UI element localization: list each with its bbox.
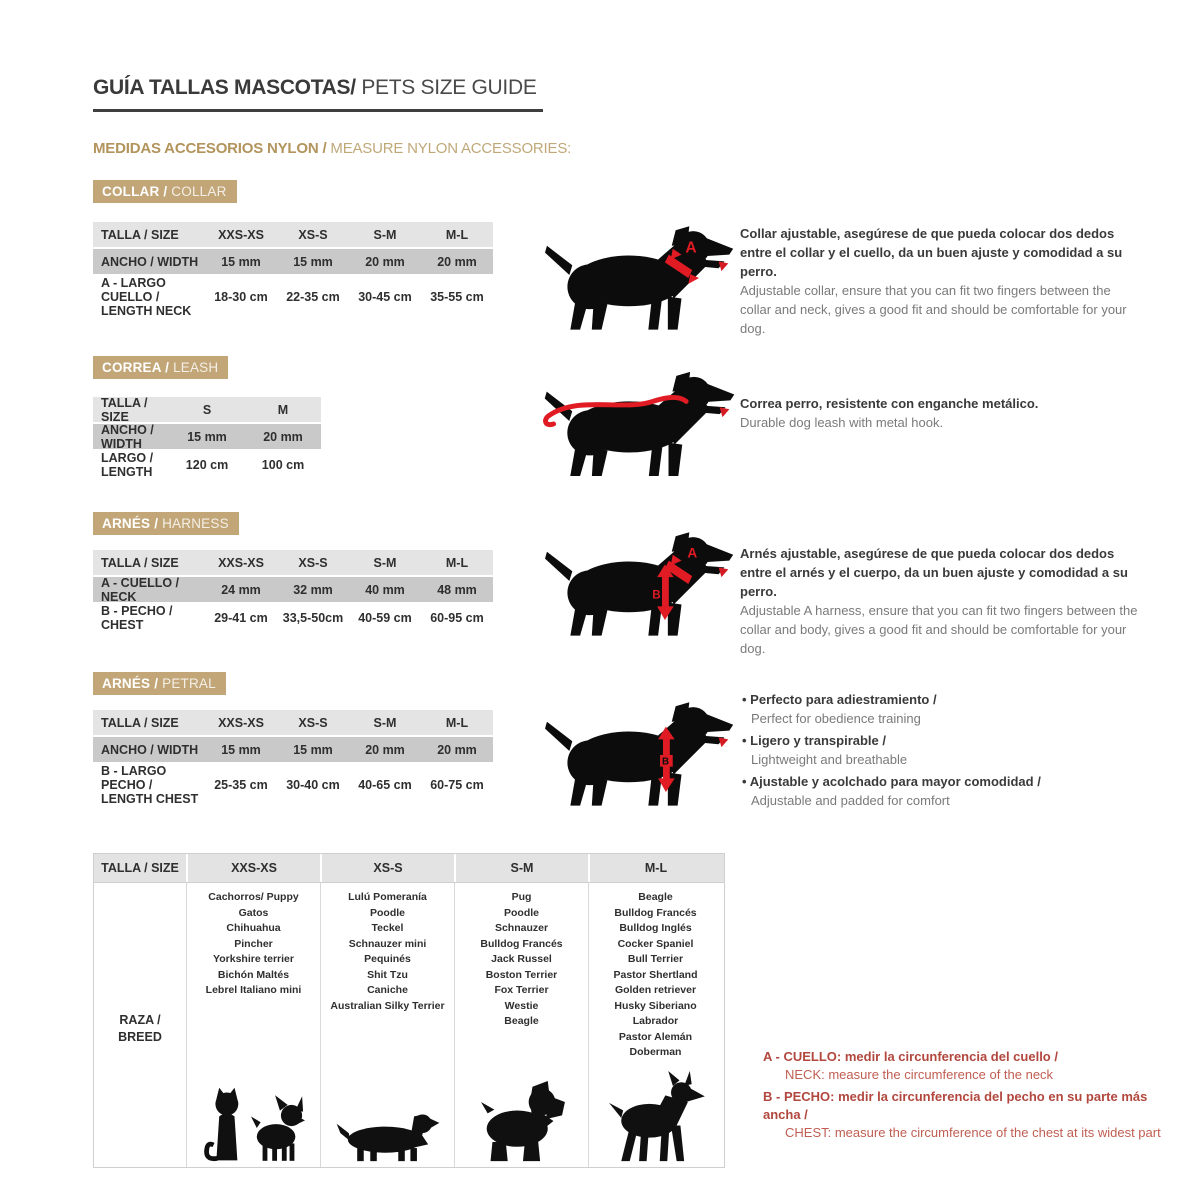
value-cell: 15 mm bbox=[293, 742, 333, 757]
breed-item: Jack Russel bbox=[491, 953, 552, 965]
table-row bbox=[93, 276, 493, 318]
value-cell: 33,5-50cm bbox=[282, 611, 344, 625]
schnauzer-silhouette-icon bbox=[478, 1081, 566, 1163]
badge-label-es: COLLAR / bbox=[102, 184, 172, 199]
value-cell: 60-95 cm bbox=[430, 611, 484, 625]
value-cell: 29-41 cm bbox=[214, 611, 268, 625]
collar-section-badge bbox=[93, 180, 237, 203]
feature-es: • Ajustable y acolchado para mayor comodidad / bbox=[742, 772, 1152, 791]
value-cell: 48 mm bbox=[437, 582, 477, 597]
breed-list bbox=[187, 890, 320, 999]
doberman-silhouette-icon bbox=[606, 1071, 706, 1163]
dog-collar-illustration-icon bbox=[545, 222, 740, 332]
svg-text:B: B bbox=[662, 756, 670, 768]
note-a-neck bbox=[763, 1048, 1188, 1084]
breed-item: Bulldog Inglés bbox=[619, 922, 692, 934]
breed-item: Pug bbox=[511, 891, 532, 903]
svg-text:B: B bbox=[652, 588, 661, 602]
leash-section-badge bbox=[93, 356, 228, 379]
value-cell: 24 mm bbox=[221, 582, 261, 597]
row-label-cell: B - LARGO PECHO / LENGTH CHEST bbox=[101, 764, 199, 806]
row-label-cell: B - PECHO / CHEST bbox=[101, 604, 173, 632]
value-cell: 60-75 cm bbox=[430, 778, 484, 792]
breed-item: Australian Silky Terrier bbox=[330, 999, 445, 1012]
breed-item: Teckel bbox=[371, 922, 404, 934]
svg-text:A: A bbox=[685, 239, 697, 257]
silhouette-group bbox=[589, 1071, 722, 1163]
badge-label-es: ARNÉS / bbox=[102, 516, 163, 531]
badge-label-es: CORREA / bbox=[102, 360, 174, 375]
dachshund-silhouette-icon bbox=[336, 1107, 440, 1163]
header-cell: S-M bbox=[454, 854, 588, 882]
harness-section-badge bbox=[93, 512, 239, 535]
breed-item: Gatos bbox=[238, 906, 269, 919]
header-cell: S bbox=[202, 402, 212, 417]
breed-item: Pastor Alemán bbox=[618, 1030, 693, 1043]
breed-item: Caniche bbox=[367, 984, 408, 996]
breed-column-xs-s bbox=[320, 883, 454, 1167]
row-label-cell: ANCHO / WIDTH bbox=[101, 254, 199, 269]
feature-en: Adjustable and padded for comfort bbox=[751, 793, 950, 808]
page-title-en: PETS SIZE GUIDE bbox=[355, 76, 537, 99]
header-cell: TALLA / SIZE bbox=[101, 715, 179, 730]
value-cell: 30-45 cm bbox=[358, 290, 412, 304]
breed-item: Golden retriever bbox=[614, 984, 697, 996]
table-header-row bbox=[93, 550, 493, 575]
header-cell: XXS-XS bbox=[218, 555, 264, 570]
measuring-notes bbox=[763, 1048, 1188, 1146]
breed-table-body bbox=[94, 883, 724, 1167]
header-cell: XXS-XS bbox=[218, 715, 264, 730]
breed-item: Schnauzer mini bbox=[348, 937, 427, 950]
table-row bbox=[93, 604, 493, 632]
dog-petral-illustration-icon bbox=[545, 698, 740, 808]
breed-item: Cachorros/ Puppy bbox=[208, 891, 299, 903]
table-row bbox=[93, 737, 493, 762]
value-cell: 40-65 cm bbox=[358, 778, 412, 792]
value-cell: 18-30 cm bbox=[214, 290, 268, 304]
value-cell: 32 mm bbox=[293, 582, 333, 597]
petral-size-table bbox=[93, 710, 493, 808]
breed-item: Lulú Pomeranía bbox=[348, 891, 427, 903]
value-cell: 22-35 cm bbox=[286, 290, 340, 304]
harness-desc-en: Adjustable A harness, ensure that you can fit two fingers between the collar and body, gives a good fit and should be comfortable for your dog. bbox=[740, 603, 1138, 656]
breed-item: Pequinés bbox=[364, 953, 411, 965]
breed-list bbox=[455, 890, 588, 1030]
header-cell: S-M bbox=[373, 227, 397, 242]
leash-description bbox=[740, 394, 1142, 432]
value-cell: 25-35 cm bbox=[214, 778, 268, 792]
row-label-cell: A - LARGO CUELLO / LENGTH NECK bbox=[101, 276, 192, 318]
leash-size-table bbox=[93, 397, 321, 481]
breed-item: Fox Terrier bbox=[494, 984, 549, 996]
badge-label-en: LEASH bbox=[173, 360, 219, 375]
feature-en: Lightweight and breathable bbox=[751, 752, 908, 767]
badge-label-en: COLLAR bbox=[171, 184, 227, 199]
row-label-cell: LARGO / LENGTH bbox=[101, 451, 154, 479]
header-cell: XS-S bbox=[298, 227, 328, 242]
page-title bbox=[93, 76, 543, 112]
breed-column-s-m bbox=[454, 883, 588, 1167]
breed-item: Shit Tzu bbox=[367, 968, 408, 981]
table-row bbox=[93, 577, 493, 602]
header-cell: XS-S bbox=[298, 715, 328, 730]
page-subtitle bbox=[93, 140, 571, 157]
note-en: NECK: measure the circumference of the neck bbox=[785, 1067, 1054, 1082]
petral-section-badge bbox=[93, 672, 226, 695]
feature-en: Perfect for obedience training bbox=[751, 711, 921, 726]
breed-table-header bbox=[94, 854, 724, 883]
silhouette-group bbox=[187, 1087, 320, 1163]
header-cell: S-M bbox=[373, 555, 397, 570]
value-cell: 40 mm bbox=[365, 582, 405, 597]
table-row bbox=[93, 764, 493, 806]
breed-item: Westie bbox=[504, 999, 539, 1012]
value-cell: 40-59 cm bbox=[358, 611, 412, 625]
cat-silhouette-icon bbox=[203, 1087, 245, 1163]
harness-size-table bbox=[93, 550, 493, 634]
collar-size-table bbox=[93, 222, 493, 320]
breed-item: Doberman bbox=[629, 1046, 682, 1058]
table-header-row bbox=[93, 397, 321, 422]
breed-item: Yorkshire terrier bbox=[213, 953, 294, 965]
breed-column-xxs-xs bbox=[186, 883, 320, 1167]
feature-es: • Ligero y transpirable / bbox=[742, 731, 1152, 750]
breed-item: Beagle bbox=[638, 891, 673, 903]
page-subtitle-en: MEASURE NYLON ACCESSORIES: bbox=[326, 140, 572, 157]
table-row bbox=[93, 249, 493, 274]
badge-label-en: HARNESS bbox=[162, 516, 229, 531]
value-cell: 100 cm bbox=[261, 458, 305, 472]
row-label-line: RAZA / bbox=[119, 1012, 161, 1027]
value-cell: 30-40 cm bbox=[286, 778, 340, 792]
dog-harness-illustration-icon bbox=[545, 528, 740, 638]
table-row bbox=[93, 424, 321, 449]
breed-item: Bulldog Francés bbox=[614, 906, 697, 919]
value-cell: 15 mm bbox=[221, 254, 261, 269]
value-cell: 15 mm bbox=[187, 429, 227, 444]
row-label-line: BREED bbox=[118, 1029, 162, 1044]
badge-label-es: ARNÉS / bbox=[102, 676, 163, 691]
badge-label-en: PETRAL bbox=[162, 676, 216, 691]
value-cell: 15 mm bbox=[293, 254, 333, 269]
petral-feature-list bbox=[742, 690, 1152, 813]
page-title-es: GUÍA TALLAS MASCOTAS/ bbox=[93, 76, 356, 99]
breed-item: Lebrel Italiano mini bbox=[205, 984, 302, 996]
note-b-chest bbox=[763, 1088, 1188, 1142]
harness-description bbox=[740, 544, 1142, 658]
header-cell: XXS-XS bbox=[218, 227, 264, 242]
value-cell: 20 mm bbox=[263, 429, 303, 444]
note-es: B - PECHO: medir la circunferencia del pecho en su parte más ancha / bbox=[763, 1089, 1148, 1122]
table-row bbox=[93, 451, 321, 479]
header-cell: XS-S bbox=[320, 854, 454, 882]
value-cell: 20 mm bbox=[365, 742, 405, 757]
header-cell: M-L bbox=[445, 555, 469, 570]
leash-desc-es: Correa perro, resistente con enganche metálico. bbox=[740, 396, 1039, 411]
leash-desc-en: Durable dog leash with metal hook. bbox=[740, 415, 944, 430]
collar-description bbox=[740, 224, 1142, 338]
breed-item: Pastor Shertland bbox=[613, 968, 698, 981]
silhouette-group bbox=[321, 1107, 454, 1163]
breed-list bbox=[321, 890, 454, 1014]
breed-item: Bichón Maltés bbox=[217, 968, 290, 981]
feature-item bbox=[742, 772, 1152, 810]
breed-column-m-l bbox=[588, 883, 722, 1167]
breed-item: Boston Terrier bbox=[485, 968, 558, 981]
breed-item: Beagle bbox=[504, 1015, 539, 1027]
breed-item: Bulldog Francés bbox=[480, 937, 563, 950]
feature-item bbox=[742, 690, 1152, 728]
breed-item: Bull Terrier bbox=[627, 953, 684, 965]
value-cell: 20 mm bbox=[365, 254, 405, 269]
note-es: A - CUELLO: medir la circunferencia del cuello / bbox=[763, 1049, 1058, 1064]
breed-item: Labrador bbox=[632, 1015, 679, 1027]
breed-item: Cocker Spaniel bbox=[617, 937, 694, 950]
row-label-cell: ANCHO / WIDTH bbox=[101, 742, 199, 757]
value-cell: 15 mm bbox=[221, 742, 261, 757]
header-cell: M-L bbox=[445, 227, 469, 242]
header-cell: XXS-XS bbox=[186, 854, 320, 882]
chihuahua-silhouette-icon bbox=[251, 1095, 305, 1163]
header-cell: TALLA / SIZE bbox=[101, 861, 179, 875]
collar-desc-es: Collar ajustable, asegúrese de que pueda colocar dos dedos entre el collar y el cuello, da un buen ajuste y comodidad a su perro. bbox=[740, 226, 1123, 279]
header-cell: S-M bbox=[373, 715, 397, 730]
breed-item: Poodle bbox=[503, 906, 539, 919]
breed-row-label bbox=[94, 883, 186, 1167]
table-header-row bbox=[93, 710, 493, 735]
note-en: CHEST: measure the circumference of the chest at its widest part bbox=[785, 1125, 1161, 1140]
header-cell: TALLA / SIZE bbox=[101, 555, 179, 570]
breed-size-table bbox=[93, 853, 725, 1168]
dog-leash-illustration-icon bbox=[538, 368, 743, 478]
silhouette-group bbox=[455, 1081, 588, 1163]
breed-item: Pincher bbox=[234, 937, 273, 950]
header-cell: XS-S bbox=[298, 555, 328, 570]
breed-item: Poodle bbox=[369, 906, 405, 919]
breed-item: Schnauzer bbox=[494, 922, 549, 934]
header-cell: M bbox=[277, 402, 289, 417]
harness-desc-es: Arnés ajustable, asegúrese de que pueda colocar dos dedos entre el arnés y el cuerpo, da un buen ajuste y comodidad a su perro. bbox=[740, 546, 1128, 599]
breed-item: Husky Siberiano bbox=[614, 999, 697, 1012]
breed-item: Chihuahua bbox=[226, 922, 281, 934]
collar-desc-en: Adjustable collar, ensure that you can fit two fingers between the collar and neck, gives a good fit and should be comfortable for your dog. bbox=[740, 283, 1127, 336]
petral-measure-mark-b bbox=[658, 727, 675, 792]
table-header-row bbox=[93, 222, 493, 247]
header-cell: M-L bbox=[445, 715, 469, 730]
row-label-cell: A - CUELLO / NECK bbox=[101, 575, 180, 604]
feature-item bbox=[742, 731, 1152, 769]
value-cell: 20 mm bbox=[437, 254, 477, 269]
value-cell: 35-55 cm bbox=[430, 290, 484, 304]
feature-es: • Perfecto para adiestramiento / bbox=[742, 690, 1152, 709]
breed-list bbox=[589, 890, 722, 1061]
page-subtitle-es: MEDIDAS ACCESORIOS NYLON / bbox=[93, 140, 327, 157]
value-cell: 120 cm bbox=[185, 458, 229, 472]
value-cell: 20 mm bbox=[437, 742, 477, 757]
row-label-cell: ANCHO / WIDTH bbox=[101, 422, 154, 451]
header-cell: M-L bbox=[588, 854, 722, 882]
header-cell: TALLA / SIZE bbox=[101, 395, 148, 424]
header-cell: TALLA / SIZE bbox=[101, 227, 179, 242]
svg-text:A: A bbox=[687, 545, 698, 561]
